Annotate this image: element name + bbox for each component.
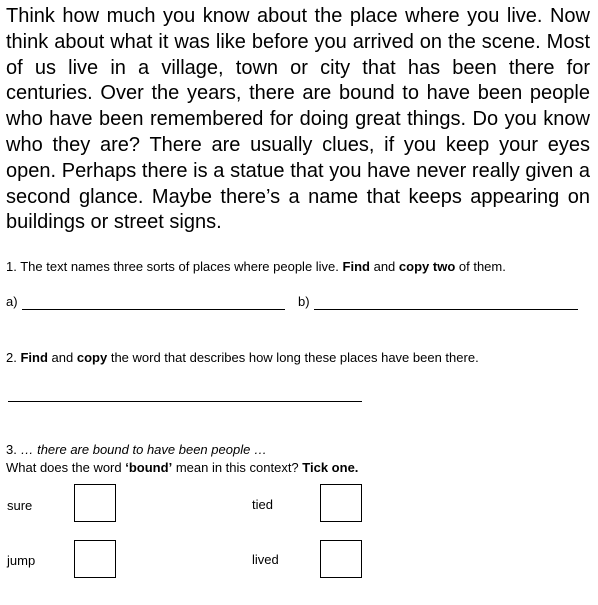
question-3-quote-line xyxy=(6,441,358,459)
question-3-prompt-b: mean in this context? xyxy=(175,460,299,475)
question-2-number: 2. xyxy=(6,350,17,365)
question-3-quote: … there are bound to have been people … xyxy=(20,442,267,457)
option-label-sure: sure xyxy=(7,498,33,513)
question-3-tick-instruction: Tick one. xyxy=(302,460,359,475)
question-1-number: 1. xyxy=(6,259,17,274)
question-1-find: Find xyxy=(342,259,370,274)
tick-box-sure[interactable] xyxy=(74,484,116,522)
question-3-number: 3. xyxy=(6,442,17,457)
question-1 xyxy=(6,258,506,276)
question-3 xyxy=(6,441,358,477)
answer-b-line[interactable] xyxy=(314,309,578,310)
reading-passage: Think how much you know about the place where you live. Now think about what it was like before you arrived on the scene. Most of us live in a village, town or city that has been there for centuries. Over the years, there are bound to have been people who have been remembered for doing great things. Do you know who they are? There are usually clues, if you keep your eyes open. Perhaps there is a statue that you have never really given a second glance. Maybe there’s a name that keeps appearing on buildings or street signs. xyxy=(6,5,590,234)
question-3-prompt-line xyxy=(6,459,358,477)
answer-row-1 xyxy=(6,294,584,314)
option-label-tied: tied xyxy=(252,497,273,512)
answer-a-line[interactable] xyxy=(22,309,285,310)
option-label-jump: jump xyxy=(7,553,36,568)
tick-box-jump[interactable] xyxy=(74,540,116,578)
question-1-text: The text names three sorts of places where people live. xyxy=(20,259,339,274)
question-2 xyxy=(6,349,479,367)
question-2-find: Find xyxy=(20,350,48,365)
question-1-and: and xyxy=(373,259,396,274)
question-1-tail: of them. xyxy=(458,259,506,274)
question-2-text: the word that describes how long these places have been there. xyxy=(110,350,479,365)
question-2-copy: copy xyxy=(76,350,108,365)
tick-box-tied[interactable] xyxy=(320,484,362,522)
tick-box-lived[interactable] xyxy=(320,540,362,578)
question-2-and: and xyxy=(51,350,74,365)
option-label-lived: lived xyxy=(252,552,279,567)
question-3-prompt-a: What does the word xyxy=(6,460,122,475)
answer-b-label: b) xyxy=(298,294,310,309)
question-1-copy-two: copy two xyxy=(398,259,456,274)
answer-a-label: a) xyxy=(6,294,18,309)
answer-2-line[interactable] xyxy=(8,401,362,402)
question-3-bound-word: ‘bound’ xyxy=(125,460,173,475)
